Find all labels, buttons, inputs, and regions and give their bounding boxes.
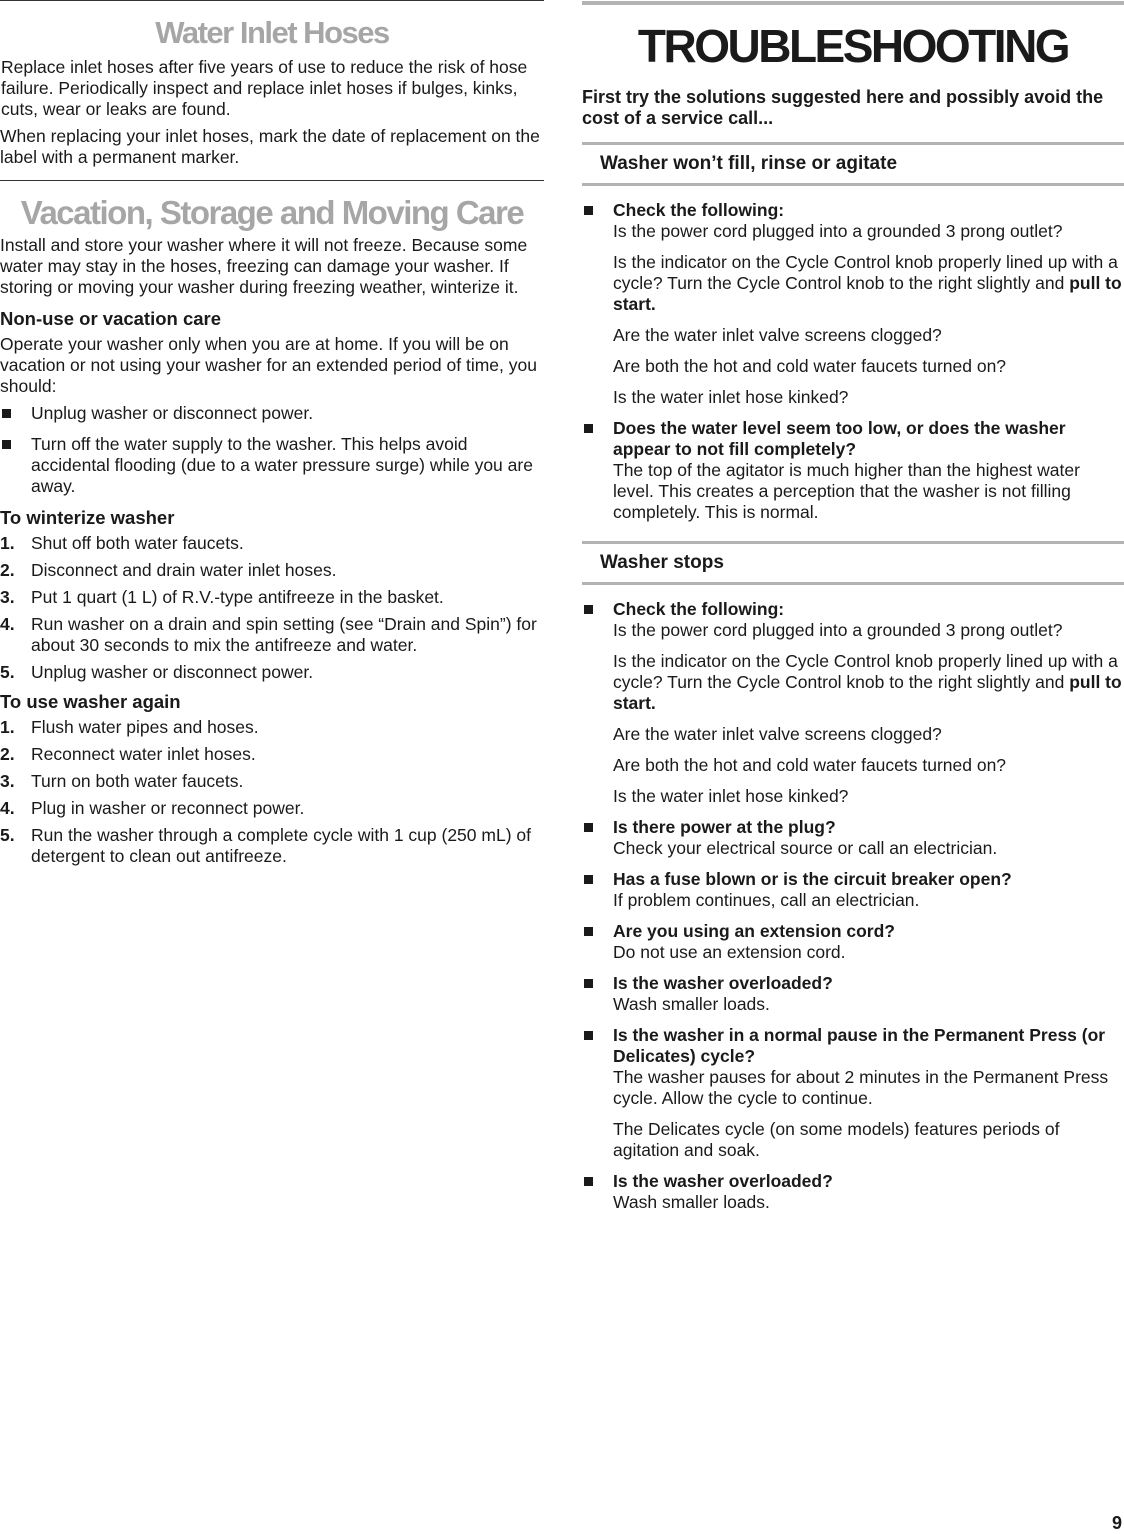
bullet-square-icon	[584, 424, 593, 433]
nonuse-heading: Non-use or vacation care	[0, 308, 222, 329]
water-inlet-heading: Water Inlet Hoses	[155, 15, 389, 50]
bullet-square-icon	[584, 927, 593, 936]
troubleshooting-top-rule	[582, 1, 1124, 5]
right-column	[582, 0, 1124, 1213]
question-item: Is the washer overloaded? Wash smaller loads.	[582, 973, 1124, 1015]
question-item: Does the water level seem too low, or does the washer appear to not fill completely? The top of the agitator is much higher than the highest water level. This creates a perception that the washer is not filling completely. This is normal.	[582, 418, 1124, 523]
use-again-step: 3. Turn on both water faucets.	[0, 771, 244, 791]
winterize-step: 3. Put 1 quart (1 L) of R.V.-type antifreeze in the basket.	[0, 587, 444, 607]
vacation-heading: Vacation, Storage and Moving Care	[20, 194, 524, 231]
winterize-step: 4. Run washer on a drain and spin setting (see “Drain and Spin”) for about 30 seconds to mix the antifreeze and water.	[0, 614, 537, 655]
bullet-square-icon	[584, 1177, 593, 1186]
winterize-step: 1. Shut off both water faucets.	[0, 533, 244, 553]
use-again-heading: To use washer again	[0, 691, 181, 712]
top-rule	[0, 0, 544, 1]
winterize-heading: To winterize washer	[0, 507, 175, 528]
question-item: Has a fuse blown or is the circuit breaker open? If problem continues, call an electrician.	[582, 869, 1124, 911]
nonuse-text: Operate your washer only when you are at home. If you will be on vacation or not using your washer for an extended period of time, you should:	[0, 334, 537, 396]
bullet-square-icon	[2, 440, 11, 449]
page-number: 9	[1111, 1513, 1122, 1533]
winterize-step: 5. Unplug washer or disconnect power.	[0, 662, 314, 682]
section-rule	[0, 180, 544, 181]
bullet-square-icon	[584, 605, 593, 614]
water-inlet-p1: Replace inlet hoses after five years of use to reduce the risk of hose failure. Periodically inspect and replace inlet hoses if bulges, kinks, cuts, wear or leaks are found.	[1, 57, 528, 119]
use-again-step: 2. Reconnect water inlet hoses.	[0, 744, 256, 764]
bullet-square-icon	[584, 206, 593, 215]
question-item: Is the washer in a normal pause in the Permanent Press (or Delicates) cycle? The washer pauses for about 2 minutes in the Permanent Press cycle. Allow the cycle to continue. The Delicates cycle (on some models) features periods of agitation and soak.	[582, 1025, 1124, 1161]
water-inlet-p2: When replacing your inlet hoses, mark the date of replacement on the label with a permanent marker.	[0, 126, 540, 167]
section-heading-washer-stops: Washer stops	[582, 541, 1124, 585]
bullet-square-icon	[584, 875, 593, 884]
bullet-square-icon	[584, 979, 593, 988]
use-again-step: 4. Plug in washer or reconnect power.	[0, 798, 305, 818]
vacation-intro: Install and store your washer where it will not freeze. Because some water may stay in the hoses, freezing can damage your washer. If storing or moving your washer during freezing weather, winterize it.	[0, 235, 528, 297]
question-item: Is there power at the plug? Check your electrical source or call an electrician.	[582, 817, 1124, 859]
troubleshooting-intro: First try the solutions suggested here and possibly avoid the cost of a service call...	[582, 87, 1104, 128]
nonuse-bullet: Unplug washer or disconnect power.	[0, 403, 544, 424]
question-item: Is the washer overloaded? Wash smaller loads.	[582, 1171, 1124, 1213]
check-item: Check the following: Is the power cord plugged into a grounded 3 prong outlet? Is the indicator on the Cycle Control knob properly lined up with a cycle? Turn the Cycle Control knob to the right slightly and pull to start. Are the water inlet valve screens clogged? Are both the hot and cold water faucets turned on? Is the water inlet hose kinked?	[582, 599, 1124, 807]
section-heading-wont-fill: Washer won’t fill, rinse or agitate	[582, 142, 1124, 186]
bullet-square-icon	[2, 409, 11, 418]
question-item: Are you using an extension cord? Do not use an extension cord.	[582, 921, 1124, 963]
left-column	[0, 0, 544, 867]
check-item: Check the following: Is the power cord plugged into a grounded 3 prong outlet? Is the indicator on the Cycle Control knob properly lined up with a cycle? Turn the Cycle Control knob to the right slightly and pull to start. Are the water inlet valve screens clogged? Are both the hot and cold water faucets turned on? Is the water inlet hose kinked?	[582, 200, 1124, 408]
use-again-step: 5. Run the washer through a complete cycle with 1 cup (250 mL) of detergent to clean out antifreeze.	[0, 825, 531, 866]
use-again-step: 1. Flush water pipes and hoses.	[0, 717, 259, 737]
winterize-step: 2. Disconnect and drain water inlet hoses.	[0, 560, 337, 580]
bullet-square-icon	[584, 1031, 593, 1040]
troubleshooting-title: TROUBLESHOOTING	[637, 20, 1069, 72]
bullet-square-icon	[584, 823, 593, 832]
nonuse-bullet: Turn off the water supply to the washer. This helps avoid accidental flooding (due to a water pressure surge) while you are away.	[0, 434, 544, 497]
